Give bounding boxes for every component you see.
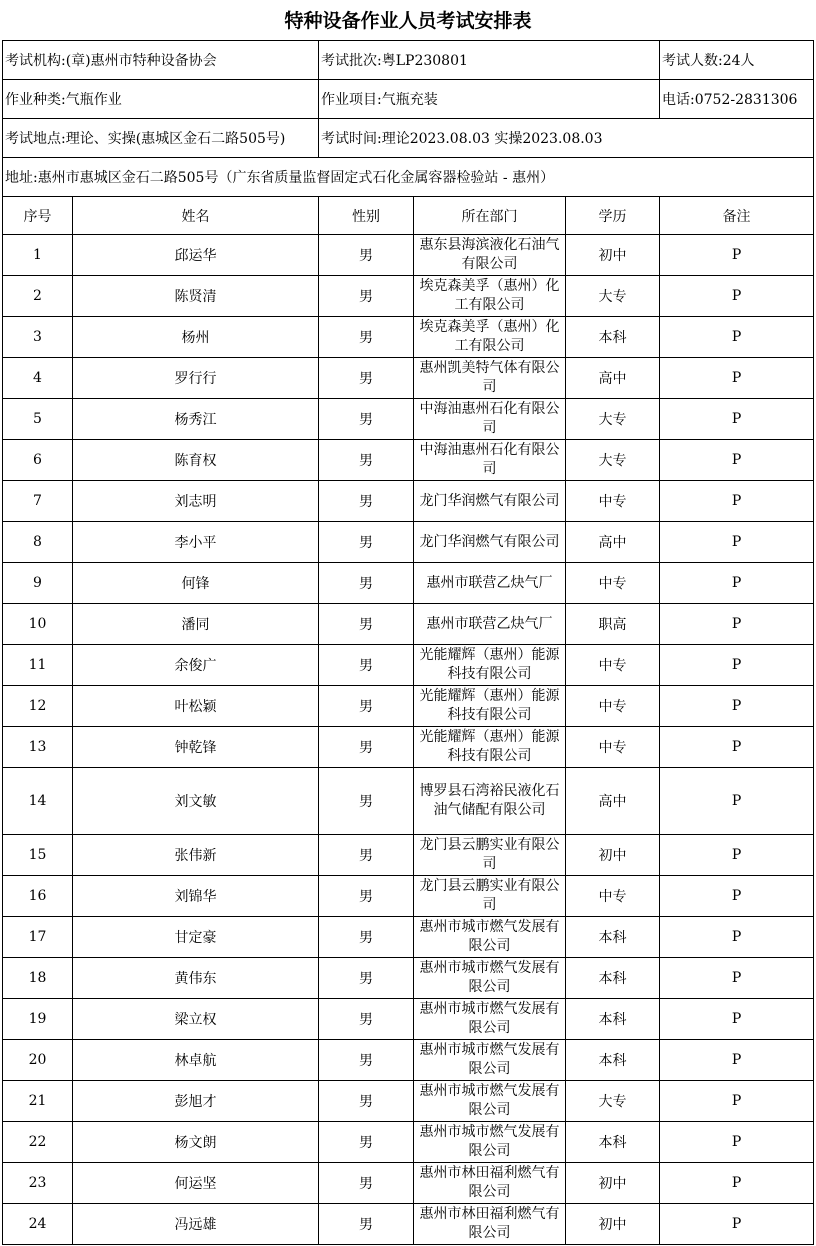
cell-edu: 本科 <box>566 999 660 1040</box>
cell-edu: 初中 <box>566 235 660 276</box>
cell-no: 20 <box>3 1040 73 1081</box>
cell-no: 7 <box>3 481 73 522</box>
cell-gender: 男 <box>319 399 414 440</box>
table-row <box>3 876 814 917</box>
cell-dept: 埃克森美孚（惠州）化工有限公司 <box>414 317 566 358</box>
cell-name: 余俊广 <box>73 645 319 686</box>
cell-dept: 惠州市林田福利燃气有限公司 <box>414 1204 566 1245</box>
col-header-name: 姓名 <box>73 197 319 235</box>
cell-no: 18 <box>3 958 73 999</box>
cell-dept: 埃克森美孚（惠州）化工有限公司 <box>414 276 566 317</box>
cell-edu: 初中 <box>566 1163 660 1204</box>
cell-gender: 男 <box>319 481 414 522</box>
cell-no: 17 <box>3 917 73 958</box>
cell-name: 刘文敏 <box>73 768 319 835</box>
cell-note: P <box>660 727 814 768</box>
cell-edu: 中专 <box>566 876 660 917</box>
exam-schedule-table <box>2 40 814 1245</box>
cell-note: P <box>660 645 814 686</box>
cell-name: 彭旭才 <box>73 1081 319 1122</box>
cell-name: 刘志明 <box>73 481 319 522</box>
cell-note: P <box>660 1081 814 1122</box>
cell-no: 16 <box>3 876 73 917</box>
cell-edu: 初中 <box>566 1204 660 1245</box>
cell-name: 冯远雄 <box>73 1204 319 1245</box>
table-row <box>3 645 814 686</box>
table-row <box>3 1081 814 1122</box>
cell-note: P <box>660 399 814 440</box>
table-row <box>3 399 814 440</box>
cell-name: 张伟新 <box>73 835 319 876</box>
cell-edu: 大专 <box>566 1081 660 1122</box>
cell-edu: 中专 <box>566 686 660 727</box>
cell-gender: 男 <box>319 358 414 399</box>
cell-gender: 男 <box>319 645 414 686</box>
page-title: 特种设备作业人员考试安排表 <box>284 10 532 32</box>
cell-gender: 男 <box>319 1040 414 1081</box>
exam-address: 地址:惠州市惠城区金石二路505号（广东省质量监督固定式石化金属容器检验站 - 惠州） <box>3 158 814 197</box>
cell-gender: 男 <box>319 958 414 999</box>
cell-gender: 男 <box>319 604 414 645</box>
table-row <box>3 235 814 276</box>
table-row <box>3 1122 814 1163</box>
cell-dept: 惠州市联营乙炔气厂 <box>414 563 566 604</box>
cell-dept: 龙门华润燃气有限公司 <box>414 481 566 522</box>
cell-note: P <box>660 317 814 358</box>
cell-note: P <box>660 686 814 727</box>
cell-edu: 本科 <box>566 1122 660 1163</box>
cell-edu: 大专 <box>566 399 660 440</box>
cell-gender: 男 <box>319 276 414 317</box>
cell-edu: 大专 <box>566 276 660 317</box>
cell-edu: 中专 <box>566 481 660 522</box>
cell-no: 22 <box>3 1122 73 1163</box>
col-header-no: 序号 <box>3 197 73 235</box>
cell-gender: 男 <box>319 1204 414 1245</box>
table-row <box>3 1163 814 1204</box>
cell-dept: 惠州市城市燃气发展有限公司 <box>414 1040 566 1081</box>
table-row <box>3 768 814 835</box>
cell-dept: 惠东县海滨液化石油气有限公司 <box>414 235 566 276</box>
cell-gender: 男 <box>319 235 414 276</box>
cell-edu: 本科 <box>566 917 660 958</box>
cell-name: 叶松颖 <box>73 686 319 727</box>
cell-note: P <box>660 481 814 522</box>
cell-note: P <box>660 999 814 1040</box>
cell-dept: 龙门华润燃气有限公司 <box>414 522 566 563</box>
cell-name: 陈育权 <box>73 440 319 481</box>
col-header-edu: 学历 <box>566 197 660 235</box>
cell-note: P <box>660 276 814 317</box>
cell-name: 陈贤清 <box>73 276 319 317</box>
cell-no: 10 <box>3 604 73 645</box>
cell-name: 黄伟东 <box>73 958 319 999</box>
table-row <box>3 604 814 645</box>
table-row <box>3 481 814 522</box>
work-item: 作业项目:气瓶充装 <box>319 80 660 119</box>
cell-note: P <box>660 1204 814 1245</box>
cell-no: 11 <box>3 645 73 686</box>
cell-note: P <box>660 835 814 876</box>
cell-name: 杨文朗 <box>73 1122 319 1163</box>
cell-name: 甘定豪 <box>73 917 319 958</box>
cell-dept: 惠州市城市燃气发展有限公司 <box>414 1122 566 1163</box>
cell-gender: 男 <box>319 317 414 358</box>
table-row <box>3 999 814 1040</box>
cell-gender: 男 <box>319 727 414 768</box>
cell-edu: 高中 <box>566 358 660 399</box>
cell-edu: 中专 <box>566 727 660 768</box>
cell-edu: 本科 <box>566 1040 660 1081</box>
table-row <box>3 686 814 727</box>
table-row <box>3 917 814 958</box>
cell-dept: 光能耀辉（惠州）能源科技有限公司 <box>414 686 566 727</box>
cell-no: 23 <box>3 1163 73 1204</box>
info-row-2 <box>3 80 814 119</box>
table-row <box>3 276 814 317</box>
work-category: 作业种类:气瓶作业 <box>3 80 319 119</box>
cell-gender: 男 <box>319 1122 414 1163</box>
cell-gender: 男 <box>319 1163 414 1204</box>
cell-edu: 本科 <box>566 317 660 358</box>
cell-note: P <box>660 768 814 835</box>
info-row-3 <box>3 119 814 158</box>
cell-note: P <box>660 1122 814 1163</box>
col-header-dept: 所在部门 <box>414 197 566 235</box>
cell-gender: 男 <box>319 1081 414 1122</box>
cell-dept: 中海油惠州石化有限公司 <box>414 399 566 440</box>
cell-gender: 男 <box>319 876 414 917</box>
cell-dept: 惠州市联营乙炔气厂 <box>414 604 566 645</box>
cell-edu: 大专 <box>566 440 660 481</box>
cell-no: 14 <box>3 768 73 835</box>
cell-gender: 男 <box>319 999 414 1040</box>
cell-name: 潘同 <box>73 604 319 645</box>
cell-name: 刘锦华 <box>73 876 319 917</box>
exam-location: 考试地点:理论、实操(惠城区金石二路505号) <box>3 119 319 158</box>
cell-note: P <box>660 235 814 276</box>
table-row <box>3 358 814 399</box>
cell-no: 6 <box>3 440 73 481</box>
cell-edu: 本科 <box>566 958 660 999</box>
table-row <box>3 317 814 358</box>
cell-no: 2 <box>3 276 73 317</box>
exam-batch: 考试批次:粤LP230801 <box>319 41 660 80</box>
cell-name: 林卓航 <box>73 1040 319 1081</box>
exam-org: 考试机构:(章)惠州市特种设备协会 <box>3 41 319 80</box>
cell-dept: 龙门县云鹏实业有限公司 <box>414 835 566 876</box>
cell-no: 24 <box>3 1204 73 1245</box>
cell-gender: 男 <box>319 835 414 876</box>
cell-gender: 男 <box>319 563 414 604</box>
table-row <box>3 958 814 999</box>
cell-dept: 龙门县云鹏实业有限公司 <box>414 876 566 917</box>
cell-name: 钟乾锋 <box>73 727 319 768</box>
cell-name: 梁立权 <box>73 999 319 1040</box>
cell-note: P <box>660 917 814 958</box>
cell-edu: 高中 <box>566 768 660 835</box>
contact-phone: 电话:0752-2831306 <box>660 80 814 119</box>
cell-note: P <box>660 522 814 563</box>
cell-dept: 惠州市城市燃气发展有限公司 <box>414 999 566 1040</box>
cell-edu: 中专 <box>566 645 660 686</box>
cell-dept: 博罗县石湾裕民液化石油气储配有限公司 <box>414 768 566 835</box>
cell-name: 罗行行 <box>73 358 319 399</box>
cell-gender: 男 <box>319 440 414 481</box>
cell-dept: 光能耀辉（惠州）能源科技有限公司 <box>414 645 566 686</box>
cell-name: 何锋 <box>73 563 319 604</box>
cell-dept: 惠州市林田福利燃气有限公司 <box>414 1163 566 1204</box>
cell-note: P <box>660 563 814 604</box>
cell-no: 4 <box>3 358 73 399</box>
cell-dept: 惠州凯美特气体有限公司 <box>414 358 566 399</box>
info-row-1 <box>3 41 814 80</box>
cell-no: 21 <box>3 1081 73 1122</box>
cell-note: P <box>660 440 814 481</box>
cell-edu: 职高 <box>566 604 660 645</box>
table-row <box>3 1040 814 1081</box>
cell-edu: 高中 <box>566 522 660 563</box>
cell-edu: 中专 <box>566 563 660 604</box>
cell-name: 杨秀江 <box>73 399 319 440</box>
table-row <box>3 727 814 768</box>
cell-note: P <box>660 876 814 917</box>
column-header-row <box>3 197 814 235</box>
cell-dept: 惠州市城市燃气发展有限公司 <box>414 917 566 958</box>
cell-no: 12 <box>3 686 73 727</box>
table-row <box>3 835 814 876</box>
cell-gender: 男 <box>319 522 414 563</box>
cell-gender: 男 <box>319 768 414 835</box>
col-header-note: 备注 <box>660 197 814 235</box>
cell-no: 9 <box>3 563 73 604</box>
cell-no: 15 <box>3 835 73 876</box>
cell-name: 邱运华 <box>73 235 319 276</box>
cell-dept: 惠州市城市燃气发展有限公司 <box>414 1081 566 1122</box>
cell-edu: 初中 <box>566 835 660 876</box>
cell-note: P <box>660 604 814 645</box>
cell-name: 何运坚 <box>73 1163 319 1204</box>
exam-count: 考试人数:24人 <box>660 41 814 80</box>
cell-dept: 光能耀辉（惠州）能源科技有限公司 <box>414 727 566 768</box>
cell-no: 13 <box>3 727 73 768</box>
cell-no: 3 <box>3 317 73 358</box>
table-row <box>3 440 814 481</box>
cell-dept: 中海油惠州石化有限公司 <box>414 440 566 481</box>
exam-time: 考试时间:理论2023.08.03 实操2023.08.03 <box>319 119 814 158</box>
cell-note: P <box>660 1040 814 1081</box>
cell-no: 19 <box>3 999 73 1040</box>
cell-name: 杨州 <box>73 317 319 358</box>
cell-note: P <box>660 1163 814 1204</box>
cell-note: P <box>660 358 814 399</box>
table-row <box>3 522 814 563</box>
table-row <box>3 563 814 604</box>
cell-no: 5 <box>3 399 73 440</box>
cell-no: 1 <box>3 235 73 276</box>
cell-name: 李小平 <box>73 522 319 563</box>
cell-dept: 惠州市城市燃气发展有限公司 <box>414 958 566 999</box>
cell-gender: 男 <box>319 686 414 727</box>
col-header-gender: 性别 <box>319 197 414 235</box>
cell-no: 8 <box>3 522 73 563</box>
table-row <box>3 1204 814 1245</box>
cell-note: P <box>660 958 814 999</box>
cell-gender: 男 <box>319 917 414 958</box>
info-row-4 <box>3 158 814 197</box>
